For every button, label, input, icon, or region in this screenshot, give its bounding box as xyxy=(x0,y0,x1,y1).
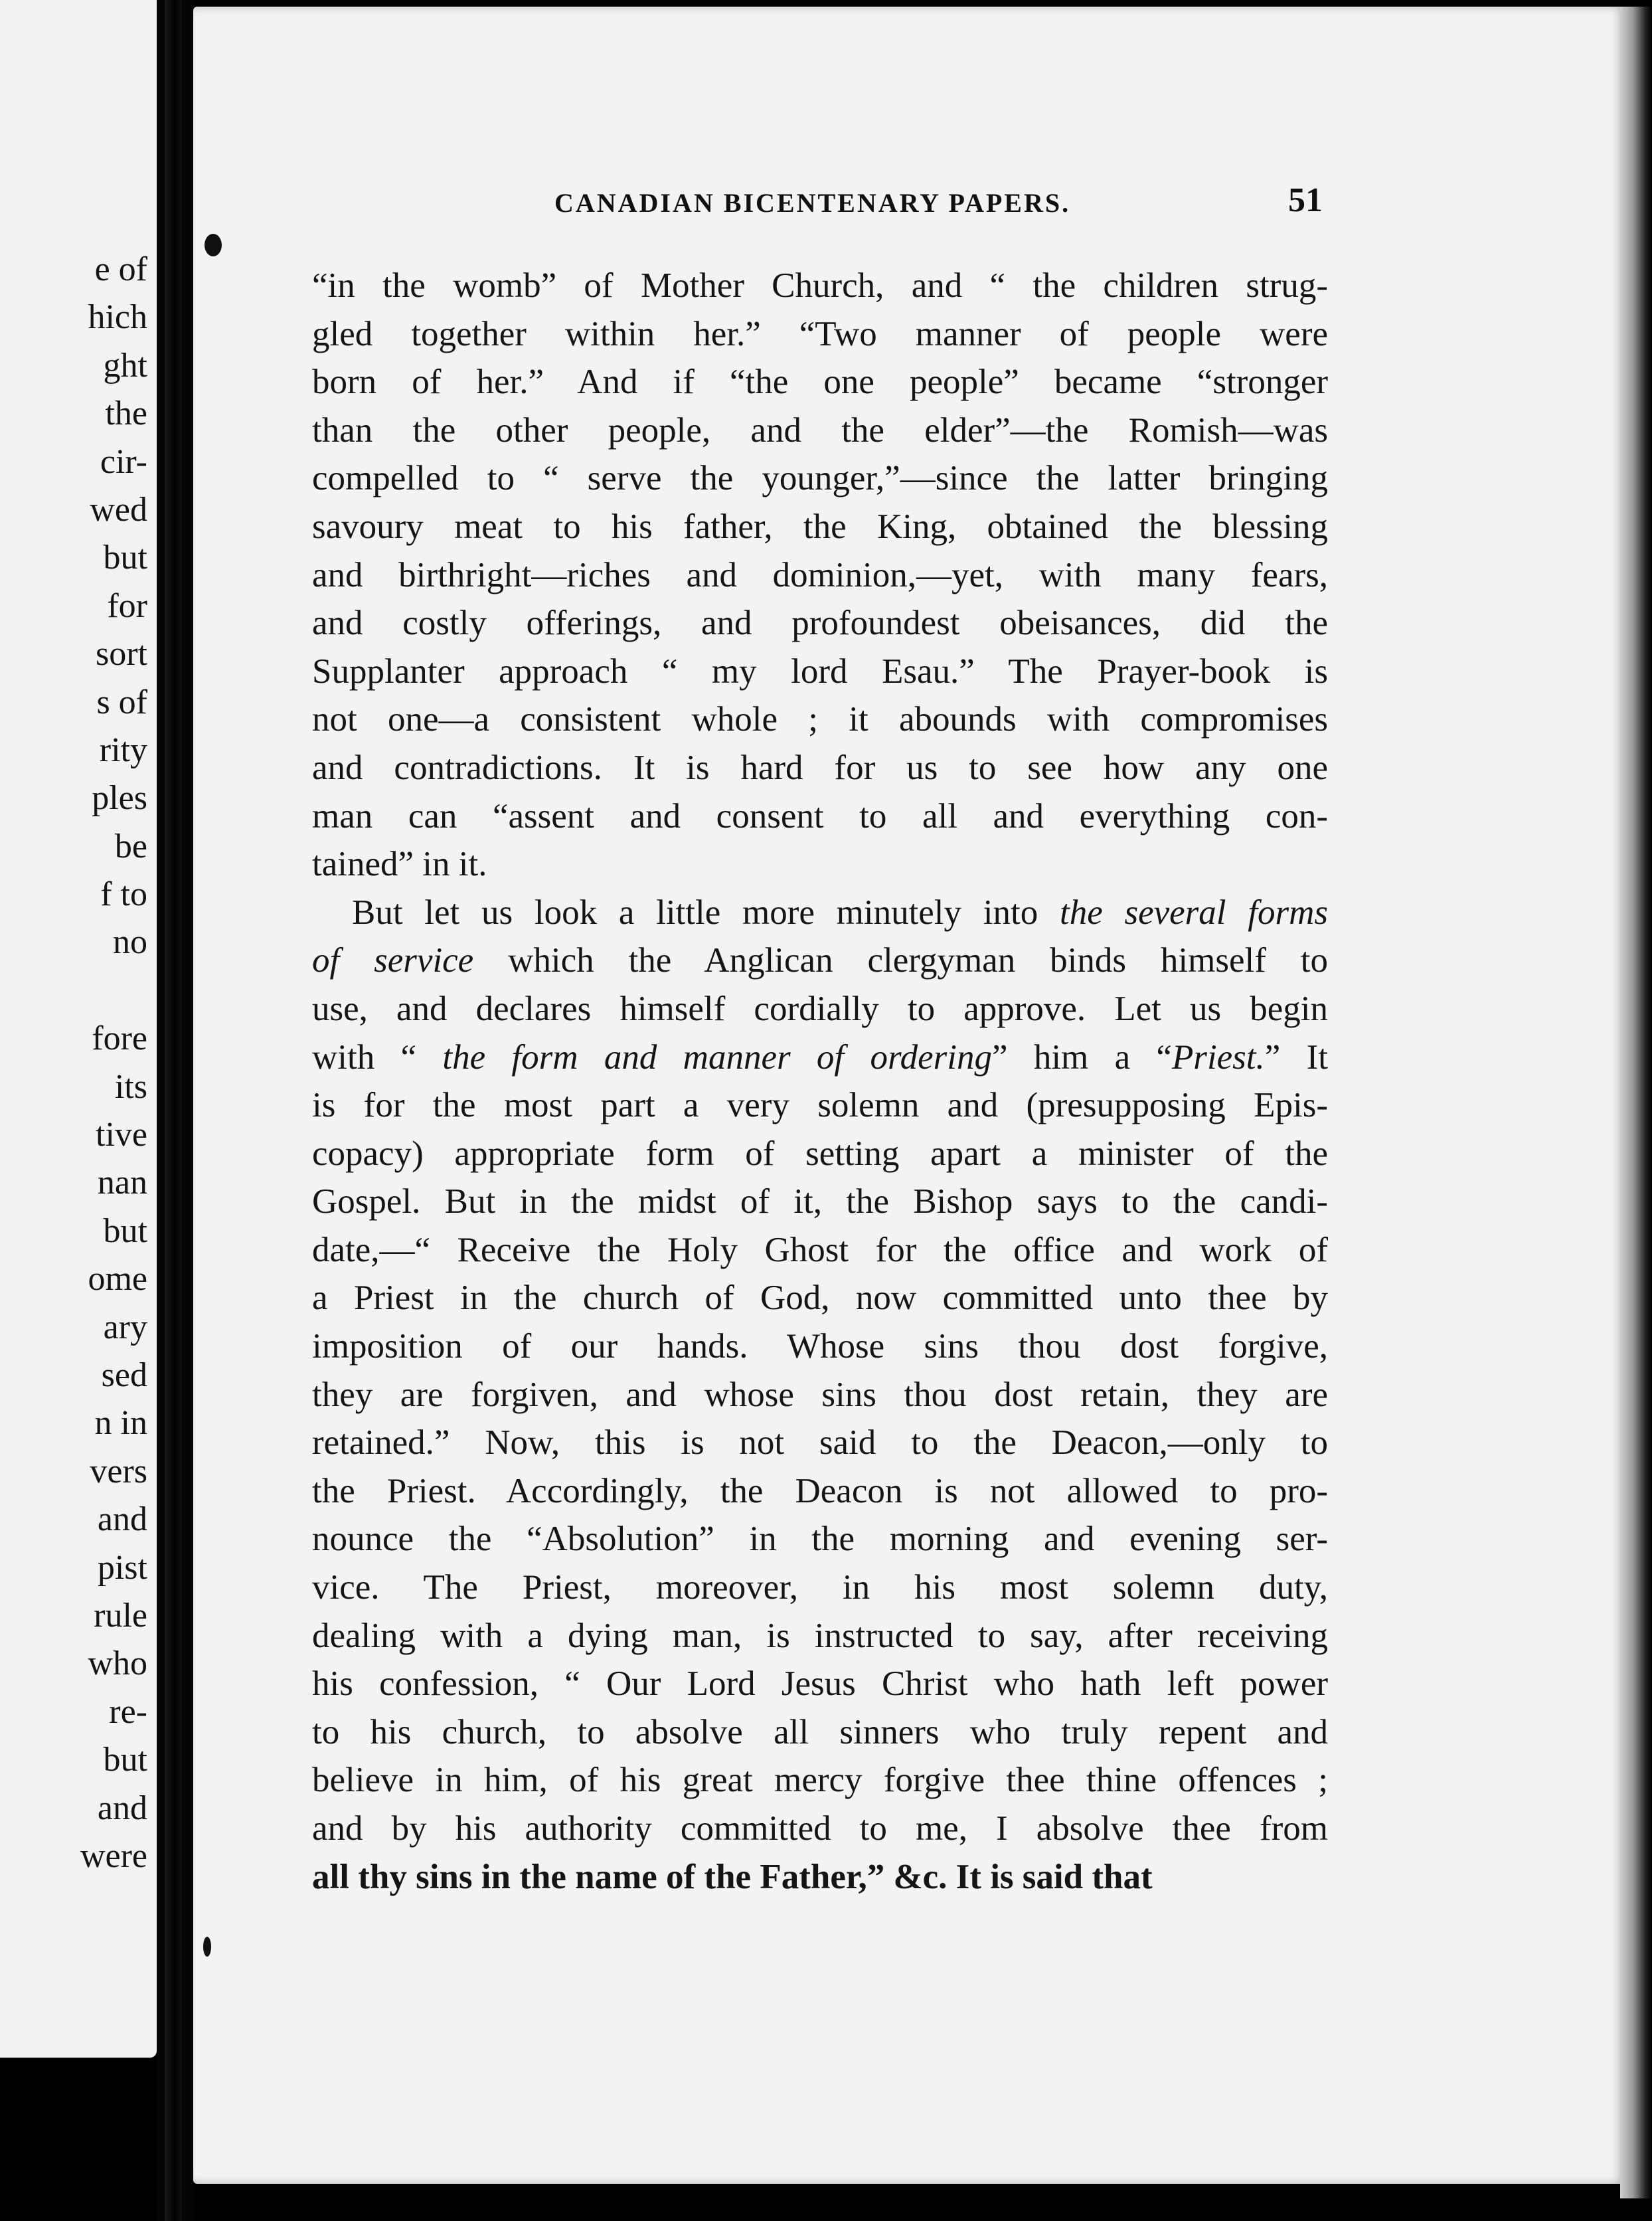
facing-page-line: but xyxy=(103,1741,147,1779)
text-line: born of her.” And if “the one people” became “stronger xyxy=(312,363,1328,402)
facing-page-line: be xyxy=(114,827,147,865)
facing-page-line: n in xyxy=(94,1404,147,1443)
page-number: 51 xyxy=(1288,181,1323,219)
text-line: “in the womb” of Mother Church, and “ the children strug- xyxy=(312,266,1328,305)
text-line: date,—“ Receive the Holy Ghost for the office and work of xyxy=(312,1230,1328,1269)
text-line: vice. The Priest, moreover, in his most solemn duty, xyxy=(312,1568,1328,1607)
facing-page-line: sed xyxy=(101,1356,147,1394)
text-line: a Priest in the church of God, now committed unto thee by xyxy=(312,1279,1328,1318)
text-line: and by his authority committed to me, I absolve thee from xyxy=(312,1809,1328,1848)
text-line: nounce the “Absolution” in the morning and evening ser- xyxy=(312,1520,1328,1559)
text-line: dealing with a dying man, is instructed to say, after receiving xyxy=(312,1616,1328,1655)
facing-page-line: wed xyxy=(90,490,147,529)
facing-page-line: pist xyxy=(97,1548,147,1587)
punch-hole-mark xyxy=(205,234,222,256)
text-line: than the other people, and the elder”—the Romish—was xyxy=(312,410,1328,450)
text-line: not one—a consistent whole ; it abounds with compromises xyxy=(312,700,1328,739)
facing-page-line: for xyxy=(107,586,147,625)
facing-page-line: rity xyxy=(99,731,147,769)
facing-page-line: who xyxy=(88,1644,147,1683)
text-line: copacy) appropriate form of setting apart a minister of the xyxy=(312,1134,1328,1173)
text-line: to his church, to absolve all sinners who truly repent and xyxy=(312,1712,1328,1751)
text-run: with “ xyxy=(312,1037,443,1077)
text-line: Supplanter approach “ my lord Esau.” The Prayer-book is xyxy=(312,652,1328,691)
facing-page-line xyxy=(80,967,147,1015)
facing-page-line: rule xyxy=(94,1596,147,1635)
facing-page-line: but xyxy=(103,1211,147,1250)
text-line: retained.” Now, this is not said to the Deacon,—only to xyxy=(312,1423,1328,1463)
text-line: savoury meat to his father, the King, obtained the blessing xyxy=(312,507,1328,546)
text-line: is for the most part a very solemn and (presupposing Epis- xyxy=(312,1086,1328,1125)
facing-page-line-endings xyxy=(80,246,147,1880)
text-run: ” It xyxy=(1264,1037,1329,1077)
page-edge-shadow xyxy=(1620,7,1652,2198)
facing-page-line: were xyxy=(80,1836,147,1875)
facing-page-line: and xyxy=(97,1500,147,1539)
italic-phrase: the several forms xyxy=(1059,893,1328,932)
body-text xyxy=(312,262,1328,1901)
text-line: all thy sins in the name of the Father,” &c. It is said that xyxy=(312,1857,1153,1896)
text-line: and costly offerings, and profoundest obeisances, did the xyxy=(312,604,1328,643)
text-run: But let us look a little more minutely into xyxy=(352,893,1060,932)
facing-page-line: hich xyxy=(88,298,147,337)
facing-page-line: the xyxy=(105,395,147,433)
text-line xyxy=(312,889,1328,937)
text-line: and birthright—riches and dominion,—yet, with many fears, xyxy=(312,555,1328,594)
text-line: gled together within her.” “Two manner of people were xyxy=(312,314,1328,353)
text-line: and contradictions. It is hard for us to see how any one xyxy=(312,748,1328,787)
gutter-shadow xyxy=(165,0,182,2221)
text-line: imposition of our hands. Whose sins thou dost forgive, xyxy=(312,1327,1328,1366)
facing-page-line: ome xyxy=(88,1260,147,1298)
text-run: which the Anglican clergyman binds himself to xyxy=(473,941,1329,980)
text-line xyxy=(312,1033,1328,1082)
text-line: his confession, “ Our Lord Jesus Christ who hath left power xyxy=(312,1664,1328,1704)
facing-page-line: nan xyxy=(97,1164,147,1202)
facing-page-line: its xyxy=(114,1067,147,1106)
facing-page-line: ary xyxy=(103,1308,147,1346)
italic-phrase: Priest. xyxy=(1171,1037,1265,1077)
facing-page-line: re- xyxy=(109,1692,147,1731)
text-line xyxy=(312,936,1328,985)
text-line: they are forgiven, and whose sins thou dost retain, they are xyxy=(312,1375,1328,1414)
facing-page-line: ples xyxy=(92,779,147,818)
facing-page-line: s of xyxy=(96,683,147,721)
text-line: the Priest. Accordingly, the Deacon is not allowed to pro- xyxy=(312,1471,1328,1510)
text-line: man can “assent and consent to all and everything con- xyxy=(312,796,1328,836)
facing-page-line: sort xyxy=(96,635,147,673)
facing-page-line: but xyxy=(103,539,147,577)
text-line: Gospel. But in the midst of it, the Bishop says to the candi- xyxy=(312,1182,1328,1221)
text-line: believe in him, of his great mercy forgive thee thine offences ; xyxy=(312,1761,1328,1800)
facing-page-line: tive xyxy=(96,1116,147,1154)
running-title: CANADIAN BICENTENARY PAPERS. xyxy=(554,188,1071,218)
facing-page-fragment xyxy=(0,0,157,2058)
text-line: use, and declares himself cordially to approve. Let us begin xyxy=(312,989,1328,1028)
italic-phrase: of service xyxy=(312,941,474,980)
punch-hole-mark xyxy=(203,1937,211,1957)
text-run: ” him a “ xyxy=(991,1037,1172,1077)
italic-phrase: the form and manner of ordering xyxy=(442,1037,992,1077)
facing-page-line: and xyxy=(97,1789,147,1827)
text-line: tained” in it. xyxy=(312,845,487,884)
facing-page-line: f to xyxy=(100,875,147,914)
facing-page-line: vers xyxy=(90,1452,147,1490)
facing-page-line: no xyxy=(113,923,147,962)
text-line: compelled to “ serve the younger,”—since the latter bringing xyxy=(312,459,1328,498)
facing-page-line: ght xyxy=(103,346,147,385)
facing-page-line: cir- xyxy=(100,442,147,481)
facing-page-line: fore xyxy=(92,1020,147,1058)
facing-page-line: e of xyxy=(94,250,147,288)
